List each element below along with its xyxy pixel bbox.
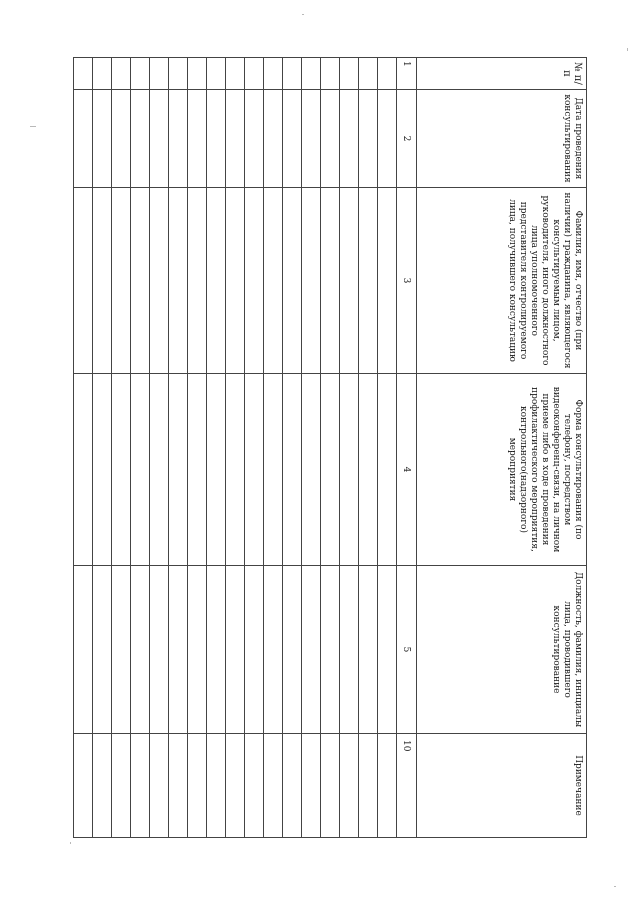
scan-speck xyxy=(302,14,304,15)
scan-speck xyxy=(627,48,628,51)
table-cell xyxy=(131,90,150,188)
table-cell xyxy=(264,90,283,188)
table-cell xyxy=(359,58,378,90)
table-cell xyxy=(321,90,340,188)
table-cell xyxy=(150,374,169,566)
table-cell xyxy=(302,58,321,90)
table-row xyxy=(245,58,264,838)
table-cell xyxy=(378,566,397,734)
consultation-journal-table xyxy=(73,57,587,838)
table-cell xyxy=(207,58,226,90)
table-cell xyxy=(359,734,378,838)
table-cell xyxy=(112,566,131,734)
table-row xyxy=(359,58,378,838)
rotated-journal-page xyxy=(75,57,587,837)
table-cell xyxy=(74,188,93,374)
table-cell xyxy=(245,58,264,90)
column-number-row xyxy=(397,58,417,838)
table-cell xyxy=(378,188,397,374)
table-cell xyxy=(226,58,245,90)
table-row xyxy=(226,58,245,838)
table-cell xyxy=(283,188,302,374)
header-consultation-form: Форма консультирования (по телефону, посредством видеоконференц-связи, на личном приеме либо в ходе проведения профилактического мероприятия, контрольного(надзорного) мероприятия xyxy=(417,374,587,566)
table-cell xyxy=(207,734,226,838)
column-number: 4 xyxy=(397,374,417,566)
table-cell xyxy=(169,188,188,374)
column-number: 10 xyxy=(397,734,417,838)
table-cell xyxy=(207,188,226,374)
table-cell xyxy=(74,90,93,188)
table-cell xyxy=(226,90,245,188)
table-cell xyxy=(264,374,283,566)
table-cell xyxy=(321,188,340,374)
table-cell xyxy=(112,734,131,838)
table-cell xyxy=(93,58,112,90)
table-cell xyxy=(302,566,321,734)
table-cell xyxy=(188,58,207,90)
column-number: 5 xyxy=(397,566,417,734)
table-cell xyxy=(207,566,226,734)
table-cell xyxy=(188,188,207,374)
table-row xyxy=(378,58,397,838)
scan-speck xyxy=(614,886,616,887)
table-cell xyxy=(207,90,226,188)
table-row xyxy=(112,58,131,838)
table-cell xyxy=(359,374,378,566)
scan-speck xyxy=(30,126,36,127)
table-cell xyxy=(340,566,359,734)
table-cell xyxy=(188,566,207,734)
table-cell xyxy=(245,734,264,838)
table-cell xyxy=(340,734,359,838)
table-cell xyxy=(264,566,283,734)
table-row xyxy=(340,58,359,838)
table-cell xyxy=(226,734,245,838)
table-cell xyxy=(150,90,169,188)
table-cell xyxy=(112,58,131,90)
table-cell xyxy=(226,188,245,374)
table-row xyxy=(302,58,321,838)
scan-speck xyxy=(70,842,71,844)
table-cell xyxy=(150,188,169,374)
table-row xyxy=(169,58,188,838)
table-cell xyxy=(264,188,283,374)
table-cell xyxy=(359,90,378,188)
table-cell xyxy=(112,188,131,374)
table-cell xyxy=(188,374,207,566)
table-cell xyxy=(302,374,321,566)
table-cell xyxy=(340,374,359,566)
table-cell xyxy=(131,58,150,90)
header-position-name: Должность, фамилия, инициалы лица, проводившего консультирование xyxy=(417,566,587,734)
table-header-row xyxy=(417,58,587,838)
column-number: 3 xyxy=(397,188,417,374)
table-cell xyxy=(245,90,264,188)
header-full-name: Фамилия, имя, отчество (при наличии) гражданина, являющегося консультируемым лицом, руководителя, иного должностного лица уполномоченного представителя контролируемого лица, получившего консультацию xyxy=(417,188,587,374)
table-cell xyxy=(283,734,302,838)
table-cell xyxy=(169,374,188,566)
table-cell xyxy=(93,188,112,374)
table-row xyxy=(131,58,150,838)
table-cell xyxy=(74,566,93,734)
table-cell xyxy=(264,734,283,838)
table-row xyxy=(207,58,226,838)
table-cell xyxy=(264,58,283,90)
table-cell xyxy=(302,734,321,838)
table-cell xyxy=(150,734,169,838)
table-cell xyxy=(188,734,207,838)
table-row xyxy=(93,58,112,838)
empty-rows xyxy=(74,58,397,838)
table-cell xyxy=(131,566,150,734)
table-row xyxy=(74,58,93,838)
header-number: № п/п xyxy=(417,58,587,90)
table-cell xyxy=(321,58,340,90)
table-cell xyxy=(169,90,188,188)
table-cell xyxy=(359,566,378,734)
table-cell xyxy=(340,188,359,374)
table-row xyxy=(150,58,169,838)
table-cell xyxy=(283,90,302,188)
table-cell xyxy=(302,188,321,374)
table-cell xyxy=(321,374,340,566)
table-cell xyxy=(245,566,264,734)
table-row xyxy=(321,58,340,838)
table-cell xyxy=(378,58,397,90)
table-cell xyxy=(283,566,302,734)
table-row xyxy=(283,58,302,838)
table-cell xyxy=(226,566,245,734)
table-cell xyxy=(245,374,264,566)
table-cell xyxy=(169,734,188,838)
table-cell xyxy=(321,566,340,734)
table-cell xyxy=(188,90,207,188)
header-date: Дата проведения консультирования xyxy=(417,90,587,188)
table-cell xyxy=(150,58,169,90)
table-cell xyxy=(359,188,378,374)
table-cell xyxy=(93,734,112,838)
table-cell xyxy=(74,374,93,566)
table-cell xyxy=(321,734,340,838)
table-cell xyxy=(131,374,150,566)
table-cell xyxy=(283,374,302,566)
table-row xyxy=(188,58,207,838)
column-number: 2 xyxy=(397,90,417,188)
table-cell xyxy=(93,566,112,734)
table-row xyxy=(264,58,283,838)
table-cell xyxy=(207,374,226,566)
table-cell xyxy=(93,90,112,188)
table-cell xyxy=(378,90,397,188)
table-cell xyxy=(226,374,245,566)
column-number: 1 xyxy=(397,58,417,90)
table-cell xyxy=(169,566,188,734)
table-cell xyxy=(283,58,302,90)
table-cell xyxy=(169,58,188,90)
table-cell xyxy=(112,374,131,566)
table-cell xyxy=(74,58,93,90)
table-cell xyxy=(112,90,131,188)
table-cell xyxy=(74,734,93,838)
table-cell xyxy=(131,188,150,374)
table-cell xyxy=(150,566,169,734)
table-cell xyxy=(340,90,359,188)
table-cell xyxy=(378,734,397,838)
table-cell xyxy=(93,374,112,566)
table-cell xyxy=(131,734,150,838)
table-cell xyxy=(245,188,264,374)
table-cell xyxy=(302,90,321,188)
table-cell xyxy=(340,58,359,90)
table-cell xyxy=(378,374,397,566)
header-note: Примечание xyxy=(417,734,587,838)
